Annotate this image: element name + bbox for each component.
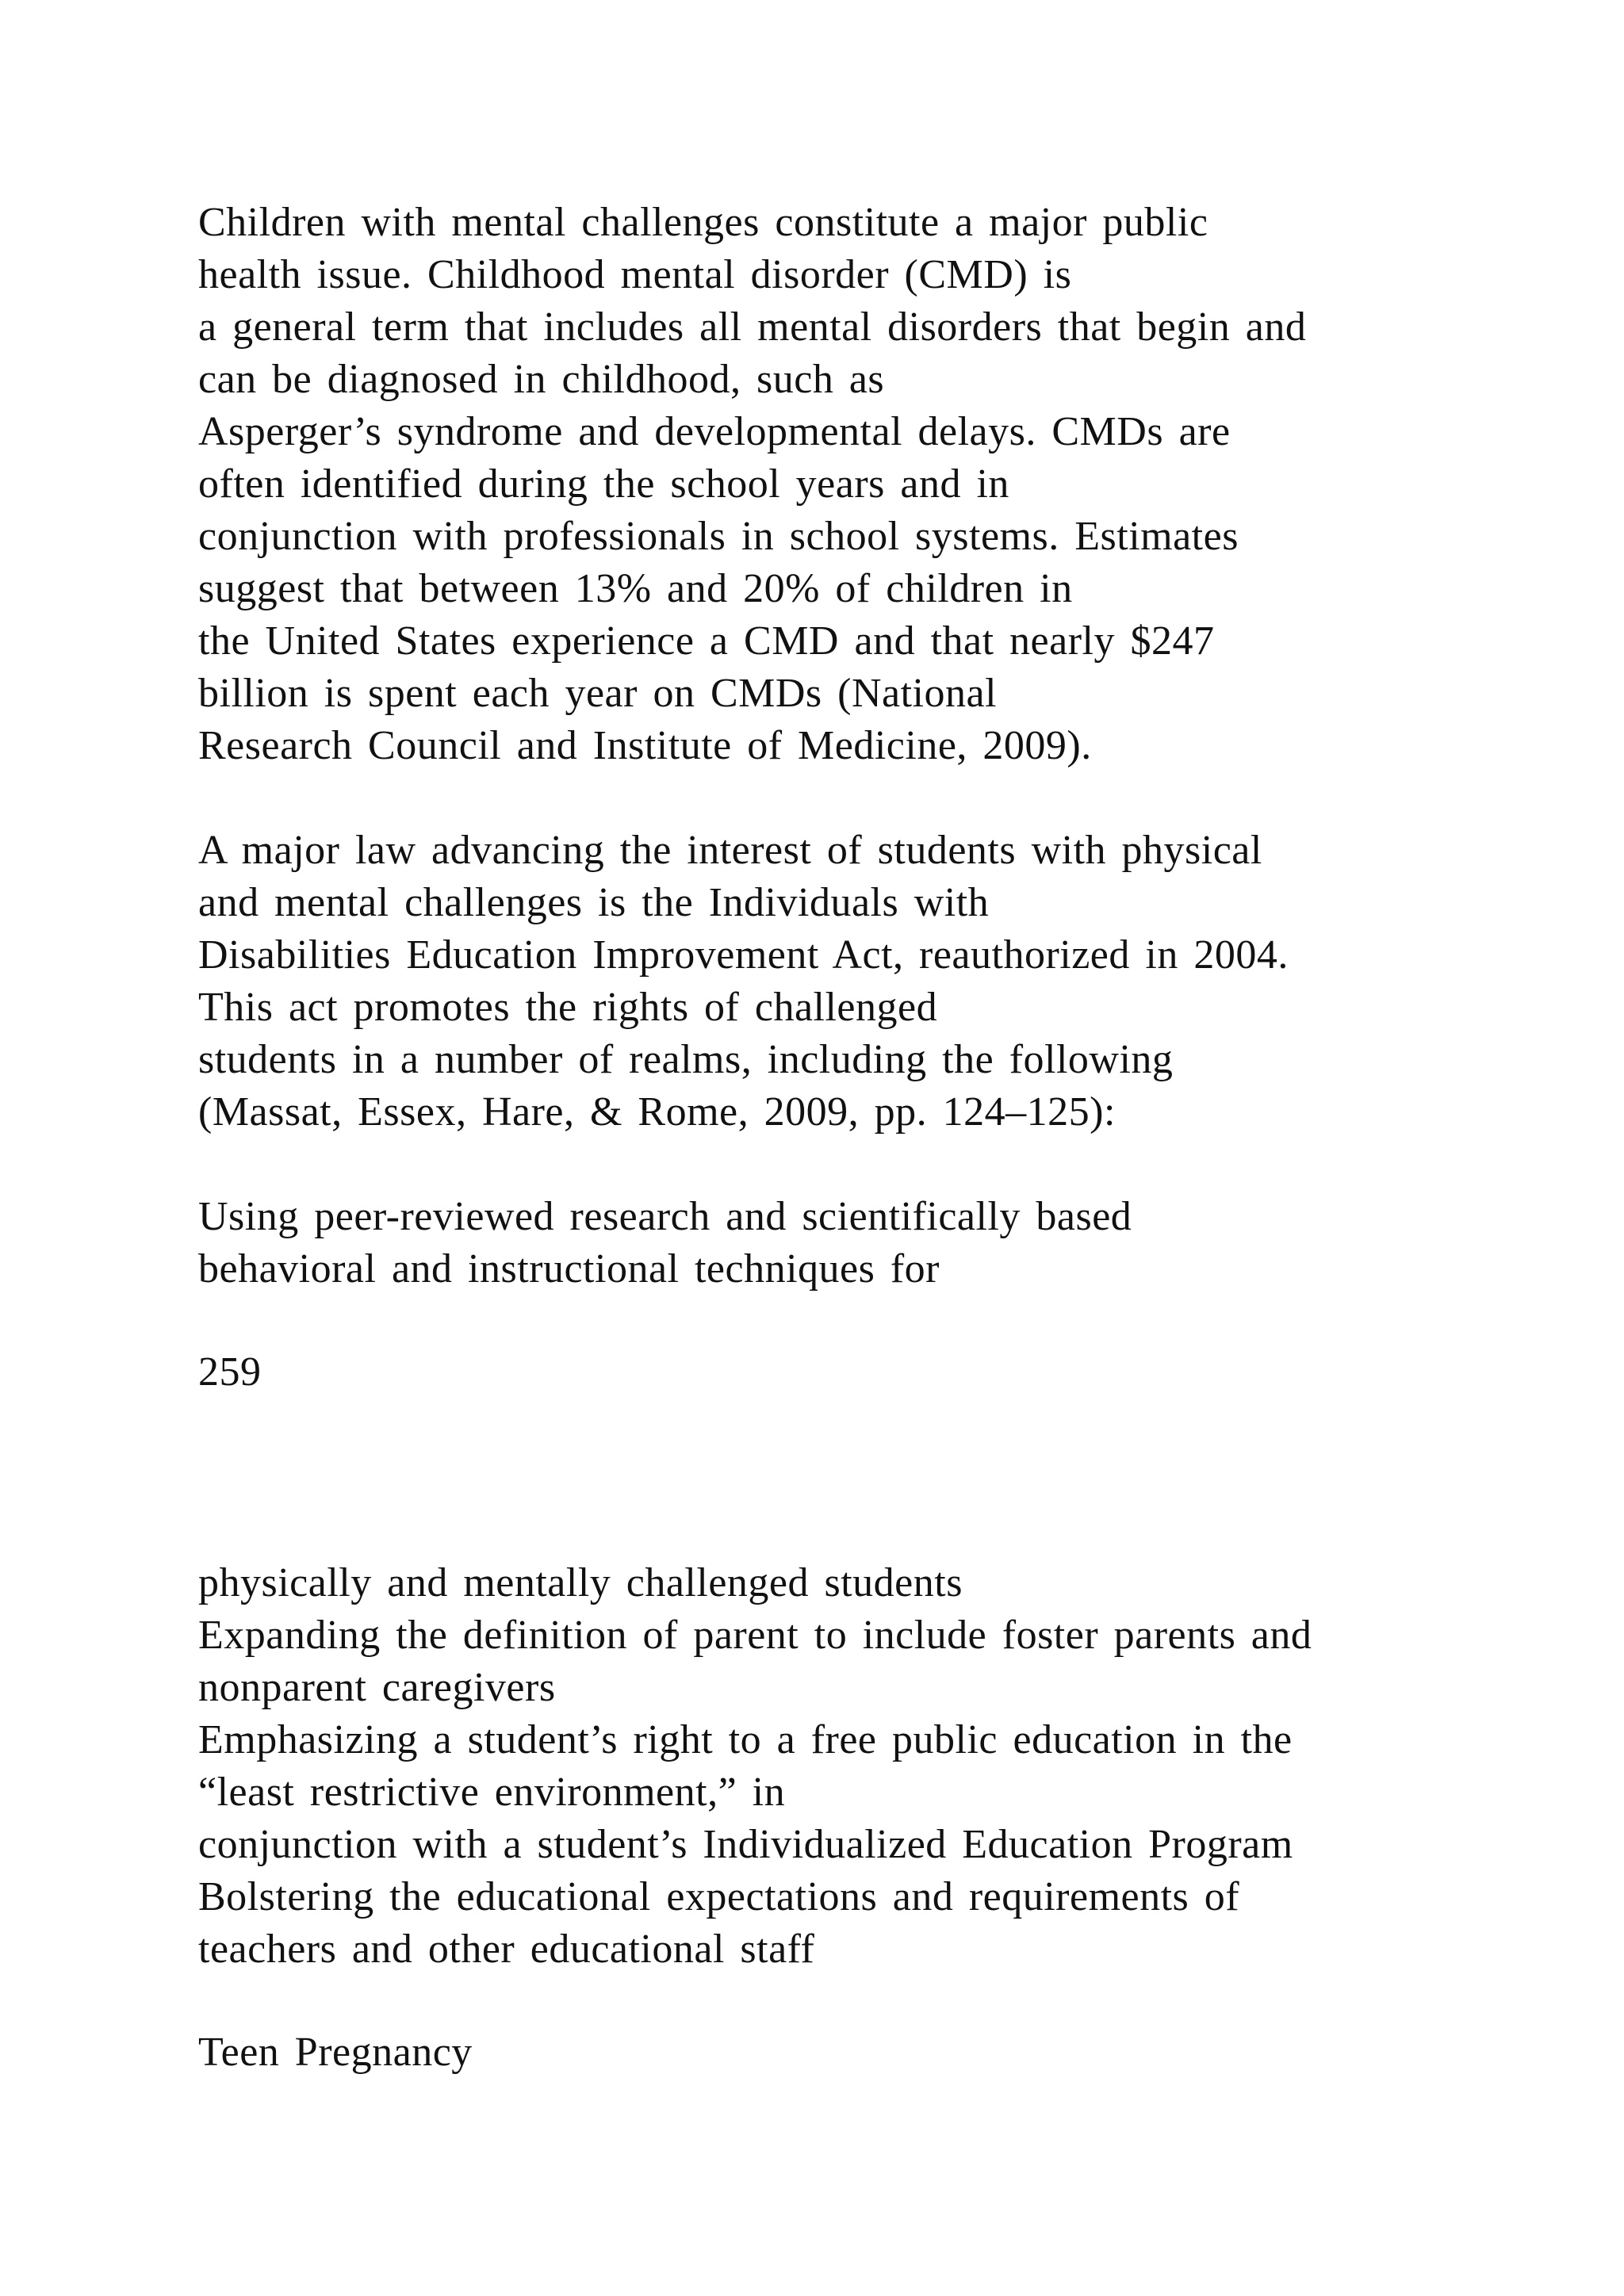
document-page xyxy=(198,0,1594,2296)
paragraph-1-line-11: Research Council and Institute of Medicine, 2009). xyxy=(198,723,1092,768)
paragraph-2-line-1: A major law advancing the interest of students with physical xyxy=(198,828,1262,873)
paragraph-1-line-9: the United States experience a CMD and that nearly $247 xyxy=(198,618,1215,664)
paragraph-1-line-5: Asperger’s syndrome and developmental delays. CMDs are xyxy=(198,409,1231,454)
paragraph-3-line-2: behavioral and instructional techniques for xyxy=(198,1246,940,1292)
paragraph-1-line-1: Children with mental challenges constitute a major public xyxy=(198,200,1208,245)
paragraph-2-line-5: students in a number of realms, including the following xyxy=(198,1037,1174,1082)
paragraph-1-line-8: suggest that between 13% and 20% of children in xyxy=(198,566,1073,611)
paragraph-1-line-2: health issue. Childhood mental disorder (CMD) is xyxy=(198,252,1072,297)
paragraph-2-line-3: Disabilities Education Improvement Act, reauthorized in 2004. xyxy=(198,932,1289,978)
paragraph-4-line-4: Emphasizing a student’s right to a free public education in the xyxy=(198,1717,1293,1762)
paragraph-1-line-4: can be diagnosed in childhood, such as xyxy=(198,357,885,402)
paragraph-1-line-3: a general term that includes all mental disorders that begin and xyxy=(198,304,1307,350)
section-heading: Teen Pregnancy xyxy=(198,2030,473,2075)
paragraph-4-line-3: nonparent caregivers xyxy=(198,1665,556,1710)
paragraph-4-line-1: physically and mentally challenged students xyxy=(198,1560,963,1605)
page-number: 259 xyxy=(198,1349,262,1395)
paragraph-4-line-6: conjunction with a student’s Individualized Education Program xyxy=(198,1822,1293,1867)
paragraph-1-line-10: billion is spent each year on CMDs (National xyxy=(198,671,998,716)
paragraph-2-line-6: (Massat, Essex, Hare, & Rome, 2009, pp. 124–125): xyxy=(198,1089,1116,1135)
paragraph-4-line-8: teachers and other educational staff xyxy=(198,1927,815,1972)
paragraph-2-line-4: This act promotes the rights of challenged xyxy=(198,985,938,1030)
paragraph-1-line-7: conjunction with professionals in school systems. Estimates xyxy=(198,514,1239,559)
paragraph-1-line-6: often identified during the school years and in xyxy=(198,461,1009,507)
paragraph-2-line-2: and mental challenges is the Individuals with xyxy=(198,880,990,925)
paragraph-3-line-1: Using peer-reviewed research and scientifically based xyxy=(198,1194,1132,1239)
paragraph-4-line-7: Bolstering the educational expectations and requirements of xyxy=(198,1874,1240,1919)
paragraph-4-line-2: Expanding the definition of parent to include foster parents and xyxy=(198,1613,1312,1658)
paragraph-4-line-5: “least restrictive environment,” in xyxy=(198,1770,786,1815)
